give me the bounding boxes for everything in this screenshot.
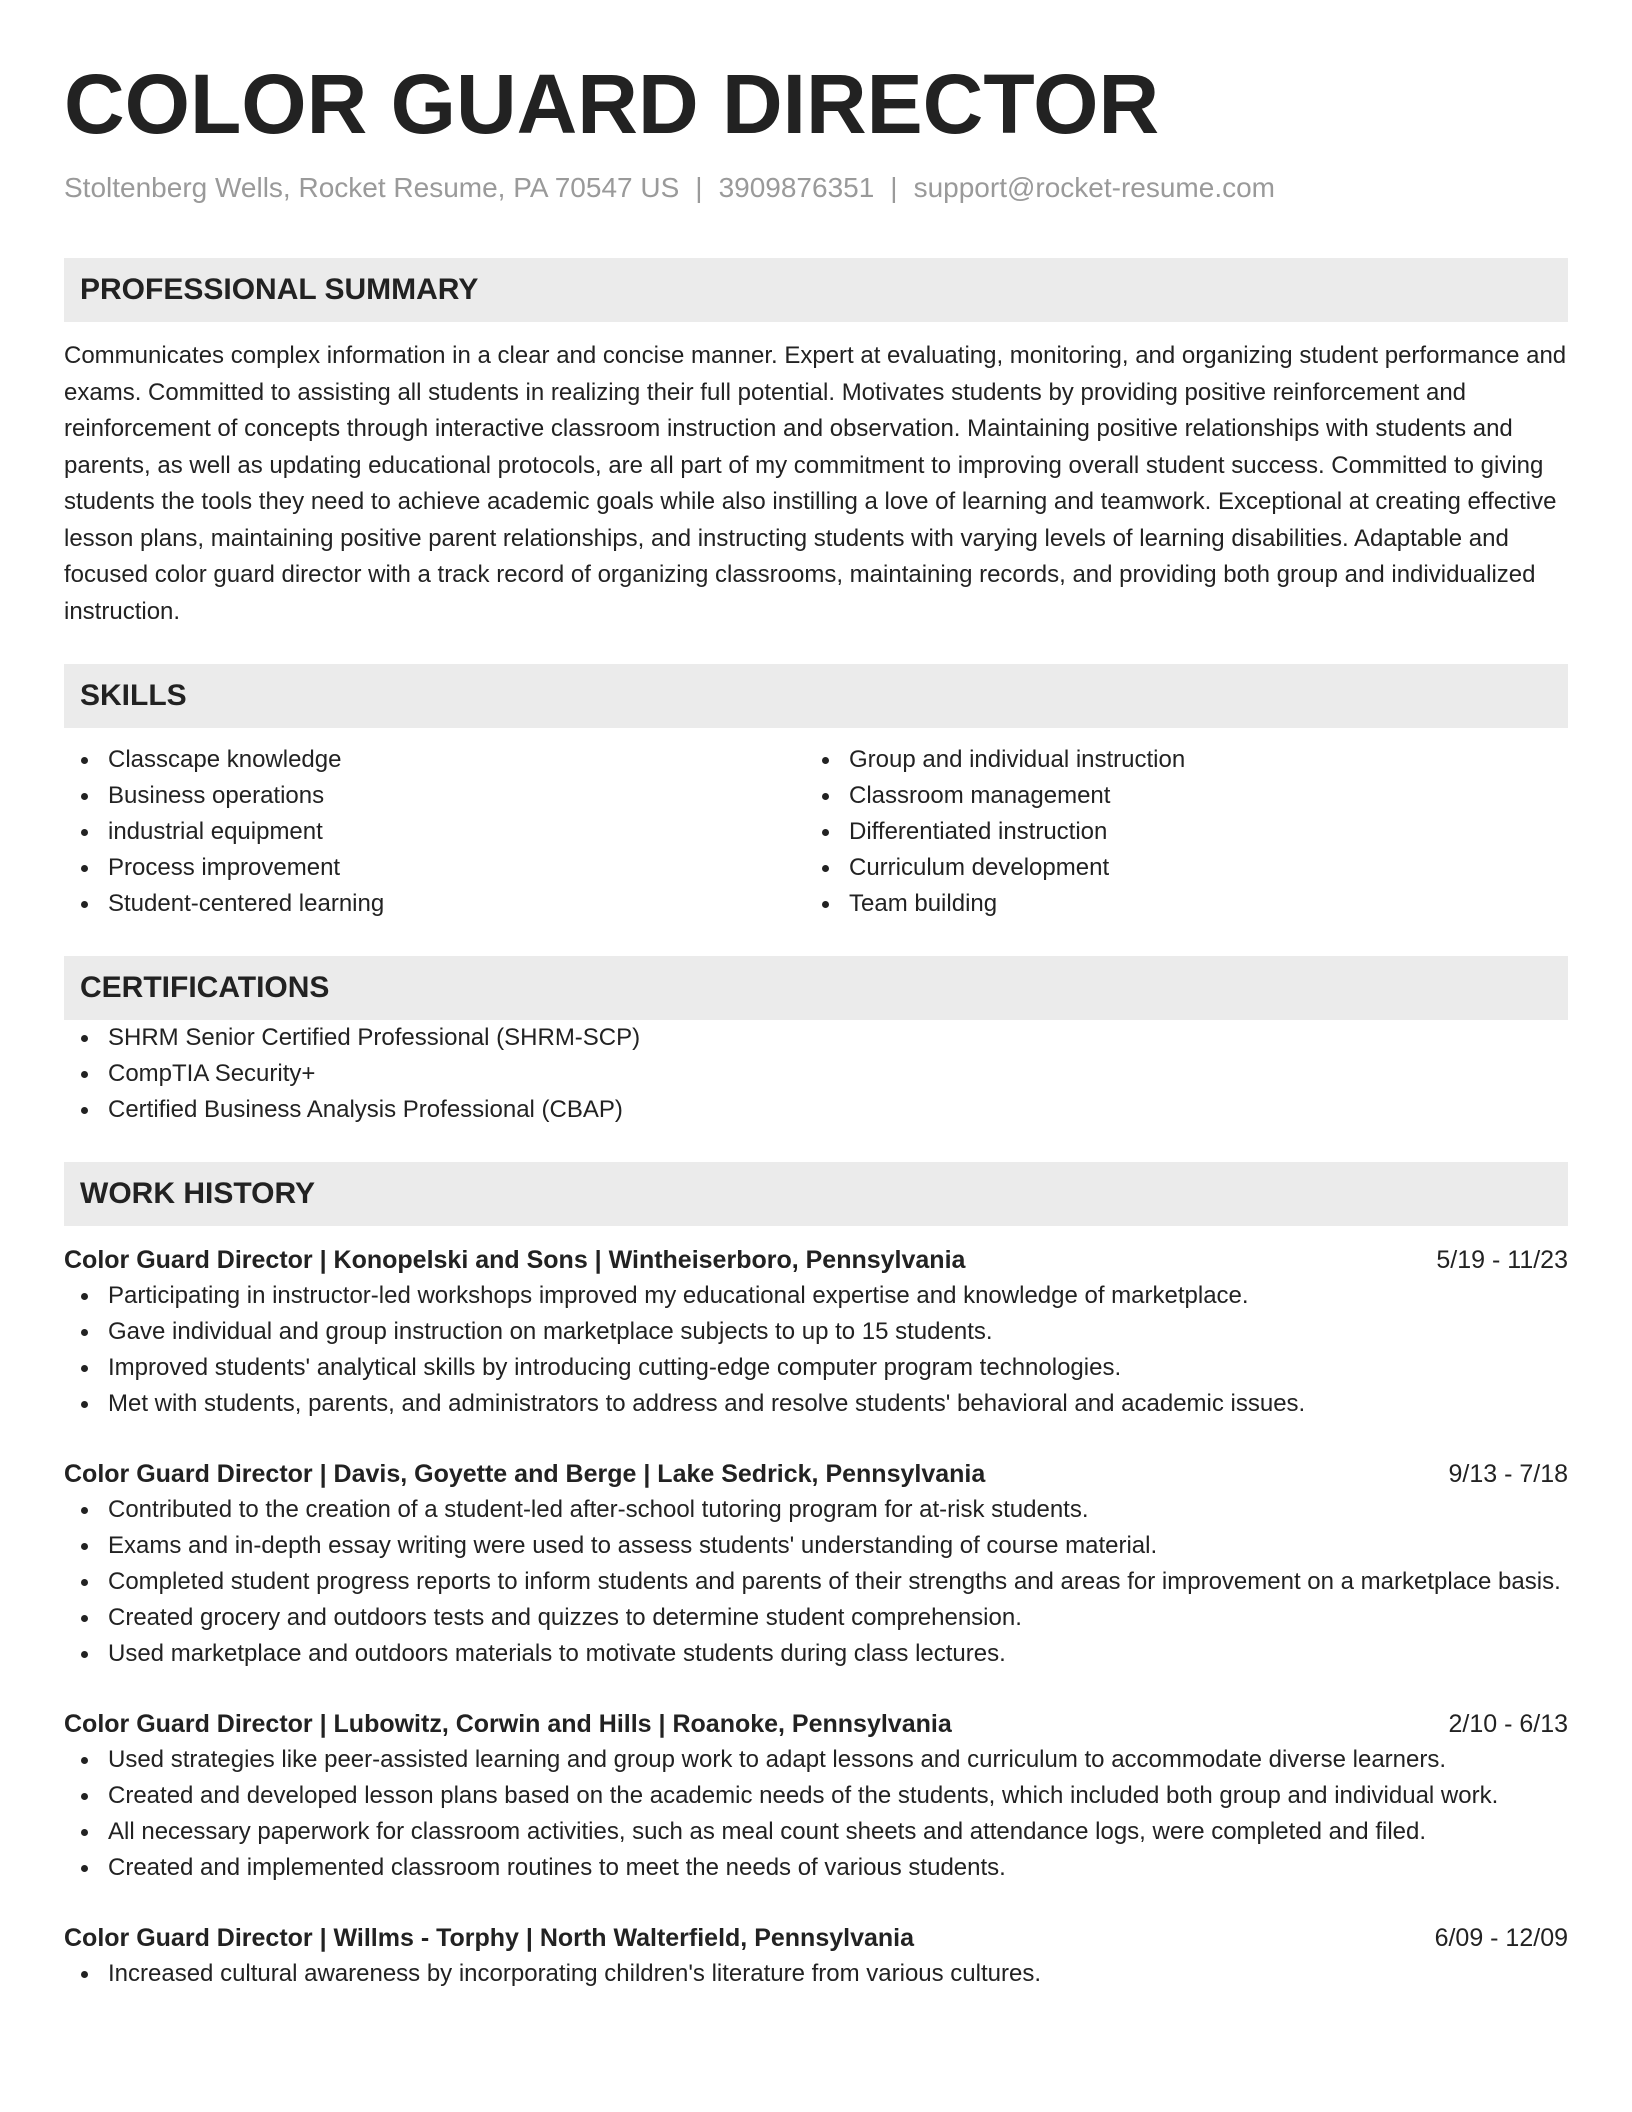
job-heading-row (64, 1242, 1568, 1278)
job-bullet: All necessary paperwork for classroom activities, such as meal count sheets and attendance logs, were completed and filed. (108, 1814, 1568, 1850)
job-dates: 2/10 - 6/13 (1448, 1710, 1568, 1738)
job-dates: 9/13 - 7/18 (1448, 1460, 1568, 1488)
contact-phone: 3909876351 (718, 172, 875, 203)
certification-item: CompTIA Security+ (108, 1056, 1568, 1092)
job-bullets (64, 1956, 1568, 1992)
job-bullet: Created grocery and outdoors tests and quizzes to determine student comprehension. (108, 1600, 1568, 1636)
job-title: Color Guard Director | Davis, Goyette and Berge | Lake Sedrick, Pennsylvania (64, 1460, 986, 1488)
job-bullets (64, 1278, 1568, 1422)
certification-item: Certified Business Analysis Professional (CBAP) (108, 1092, 1568, 1128)
section-header-work-history: WORK HISTORY (64, 1162, 1568, 1226)
skill-item: Team building (849, 886, 1568, 922)
contact-separator: | (695, 172, 703, 203)
skills-list-right (805, 742, 1568, 922)
skill-item: Process improvement (108, 850, 805, 886)
skill-item: Student-centered learning (108, 886, 805, 922)
job-bullet: Met with students, parents, and administrators to address and resolve students' behavioral and academic issues. (108, 1386, 1568, 1422)
skill-item: Curriculum development (849, 850, 1568, 886)
job-heading-row (64, 1706, 1568, 1742)
section-header-skills: SKILLS (64, 664, 1568, 728)
page-title: COLOR GUARD DIRECTOR (64, 57, 1160, 151)
job-bullet: Increased cultural awareness by incorporating children's literature from various cultures. (108, 1956, 1568, 1992)
job-bullet: Created and implemented classroom routines to meet the needs of various students. (108, 1850, 1568, 1886)
job-bullet: Created and developed lesson plans based on the academic needs of the students, which included both group and individual work. (108, 1778, 1568, 1814)
skill-item: Classcape knowledge (108, 742, 805, 778)
job-heading-row (64, 1456, 1568, 1492)
job-bullet: Completed student progress reports to inform students and parents of their strengths and areas for improvement on a marketplace basis. (108, 1564, 1568, 1600)
job-bullet: Improved students' analytical skills by introducing cutting-edge computer program technologies. (108, 1350, 1568, 1386)
skills-grid (64, 742, 1568, 922)
job-bullet: Used marketplace and outdoors materials to motivate students during class lectures. (108, 1636, 1568, 1672)
skill-item: Group and individual instruction (849, 742, 1568, 778)
job-title: Color Guard Director | Willms - Torphy | North Walterfield, Pennsylvania (64, 1924, 914, 1952)
job-bullets (64, 1492, 1568, 1672)
job-entry (64, 1242, 1568, 1422)
job-entry (64, 1920, 1568, 1992)
job-bullet: Participating in instructor-led workshops improved my educational expertise and knowledge of marketplace. (108, 1278, 1568, 1314)
contact-separator: | (890, 172, 898, 203)
job-bullet: Exams and in-depth essay writing were used to assess students' understanding of course material. (108, 1528, 1568, 1564)
job-title: Color Guard Director | Konopelski and Sons | Wintheiserboro, Pennsylvania (64, 1246, 966, 1274)
certifications-list (64, 1020, 1568, 1128)
job-bullet: Contributed to the creation of a student-led after-school tutoring program for at-risk students. (108, 1492, 1568, 1528)
contact-address: Stoltenberg Wells, Rocket Resume, PA 70547 US (64, 172, 680, 203)
skill-item: Classroom management (849, 778, 1568, 814)
job-bullet: Gave individual and group instruction on marketplace subjects to up to 15 students. (108, 1314, 1568, 1350)
contact-line (64, 170, 1568, 206)
skill-item: Differentiated instruction (849, 814, 1568, 850)
skills-list-left (64, 742, 805, 922)
job-dates: 5/19 - 11/23 (1436, 1246, 1568, 1274)
section-header-certifications: CERTIFICATIONS (64, 956, 1568, 1020)
job-bullets (64, 1742, 1568, 1886)
skill-item: industrial equipment (108, 814, 805, 850)
job-bullet: Used strategies like peer-assisted learning and group work to adapt lessons and curriculum to accommodate diverse learners. (108, 1742, 1568, 1778)
contact-email: support@rocket-resume.com (913, 172, 1276, 203)
job-dates: 6/09 - 12/09 (1434, 1924, 1568, 1952)
job-entry (64, 1706, 1568, 1886)
section-header-summary: PROFESSIONAL SUMMARY (64, 258, 1568, 322)
skill-item: Business operations (108, 778, 805, 814)
job-entry (64, 1456, 1568, 1672)
job-heading-row (64, 1920, 1568, 1956)
certification-item: SHRM Senior Certified Professional (SHRM-SCP) (108, 1020, 1568, 1056)
summary-text: Communicates complex information in a clear and concise manner. Expert at evaluating, monitoring, and organizing student performance and exams. Committed to assisting all students in realizing their full potential. Motivates students by providing positive reinforcement and reinforcement of concepts through interactive classroom instruction and observation. Maintaining positive relationships with students and parents, as well as updating educational protocols, are all part of my commitment to improving overall student success. Committed to giving students the tools they need to achieve academic goals while also instilling a love of learning and teamwork. Exceptional at creating effective lesson plans, maintaining positive parent relationships, and instructing students with varying levels of learning disabilities. Adaptable and focused color guard director with a track record of organizing classrooms, maintaining records, and providing both group and individualized instruction. (64, 342, 1567, 625)
job-title: Color Guard Director | Lubowitz, Corwin and Hills | Roanoke, Pennsylvania (64, 1710, 952, 1738)
